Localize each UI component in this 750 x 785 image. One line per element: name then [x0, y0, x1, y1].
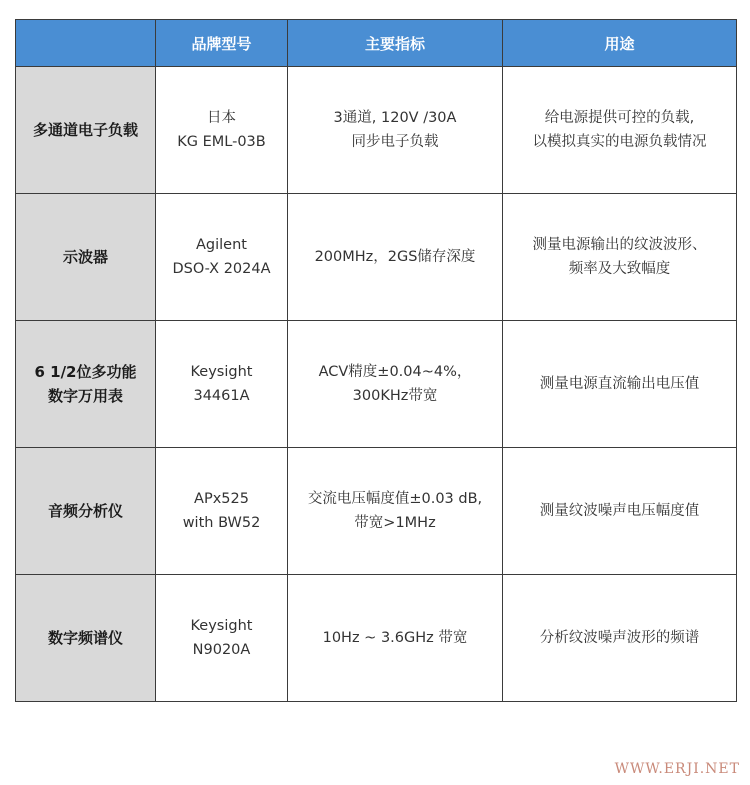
table-row: [16, 67, 737, 194]
equipment-table: [15, 19, 737, 702]
cell-text-line: 交流电压幅度值±0.03 dB,: [307, 491, 483, 507]
cell-text-line: Keysight: [190, 618, 253, 634]
cell-text-line: 测量电源输出的纹波波形、: [532, 237, 707, 253]
spec-cell: [288, 67, 503, 194]
cell-text-line: 音频分析仪: [47, 502, 123, 520]
watermark: WWW.ERJI.NET: [614, 761, 740, 777]
cell-text-line: 数字频谱仪: [47, 629, 123, 647]
cell-text-line: 频率及大致幅度: [568, 261, 671, 277]
brand-model-cell: [156, 321, 288, 448]
table-row: [16, 321, 737, 448]
device-name-cell: [16, 448, 156, 575]
brand-model-cell: [156, 448, 288, 575]
header-main-specs: 主要指标: [288, 20, 503, 67]
cell-text-line: 示波器: [62, 248, 108, 266]
usage-cell: [503, 448, 737, 575]
cell-text-line: 10Hz ~ 3.6GHz 带宽: [322, 630, 468, 646]
cell-text-line: 给电源提供可控的负载,: [544, 110, 695, 126]
cell-text-line: 测量电源直流输出电压值: [539, 376, 700, 392]
brand-model-cell: [156, 575, 288, 702]
header-row: [16, 20, 737, 67]
cell-text-line: ACV精度±0.04~4%，: [318, 364, 472, 380]
spec-cell: [288, 575, 503, 702]
device-name-cell: [16, 67, 156, 194]
device-name-cell: [16, 575, 156, 702]
cell-text-line: 6 1/2位多功能: [34, 363, 137, 381]
spec-cell: [288, 321, 503, 448]
cell-text-line: APx525: [194, 491, 249, 507]
cell-text-line: 多通道电子负载: [32, 121, 138, 139]
usage-cell: [503, 194, 737, 321]
cell-text-line: DSO-X 2024A: [172, 261, 271, 277]
cell-text-line: 日本: [207, 110, 236, 126]
cell-text-line: Keysight: [190, 364, 253, 380]
usage-cell: [503, 575, 737, 702]
usage-cell: [503, 321, 737, 448]
cell-text-line: KG EML-03B: [177, 134, 266, 150]
header-usage: 用途: [503, 20, 737, 67]
cell-text-line: 3通道, 120V /30A: [333, 110, 457, 126]
cell-text-line: 带宽>1MHz: [354, 515, 436, 531]
brand-model-cell: [156, 67, 288, 194]
cell-text-line: with BW52: [182, 515, 261, 531]
cell-text-line: 数字万用表: [47, 387, 123, 405]
cell-text-line: Agilent: [196, 237, 247, 253]
cell-text-line: 34461A: [193, 388, 250, 404]
header-brand-model: 品牌型号: [156, 20, 288, 67]
table-row: [16, 448, 737, 575]
cell-text-line: 300KHz带宽: [352, 388, 438, 404]
brand-model-cell: [156, 194, 288, 321]
device-name-cell: [16, 194, 156, 321]
cell-text-line: N9020A: [192, 642, 251, 658]
cell-text-line: 同步电子负载: [351, 134, 439, 150]
cell-text-line: 200MHz，2GS储存深度: [314, 249, 476, 265]
device-name-cell: [16, 321, 156, 448]
usage-cell: [503, 67, 737, 194]
cell-text-line: 测量纹波噪声电压幅度值: [539, 503, 700, 519]
table-row: [16, 575, 737, 702]
header-empty: [16, 20, 156, 67]
spec-cell: [288, 194, 503, 321]
cell-text-line: 分析纹波噪声波形的频谱: [539, 630, 700, 646]
table-row: [16, 194, 737, 321]
cell-text-line: 以模拟真实的电源负载情况: [532, 134, 707, 150]
spec-cell: [288, 448, 503, 575]
